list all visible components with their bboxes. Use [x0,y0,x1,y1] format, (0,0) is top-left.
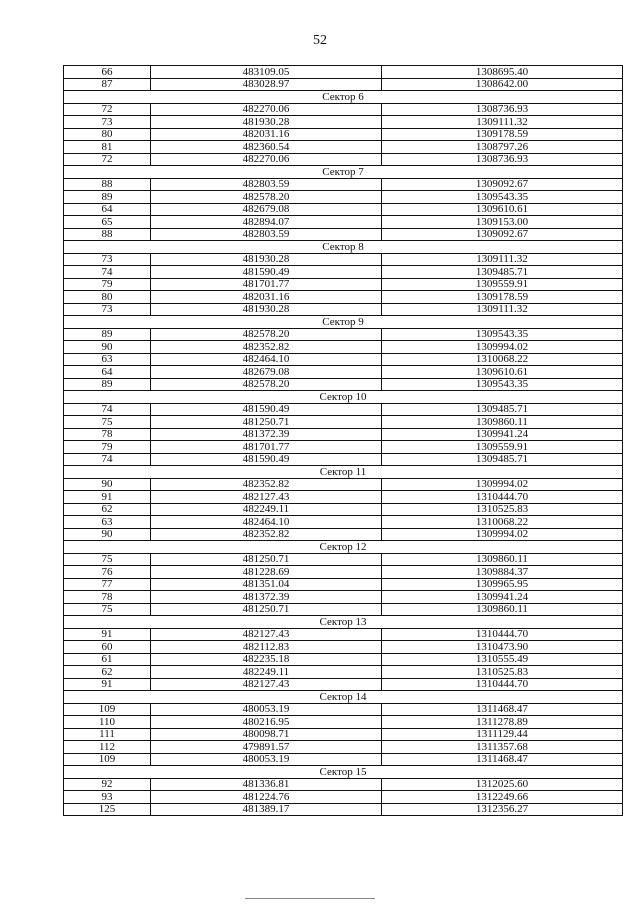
point-number-cell: 66 [64,66,151,79]
point-number-cell: 90 [64,528,151,541]
x-coordinate-cell: 481389.17 [151,803,382,816]
x-coordinate-cell: 482578.20 [151,328,382,341]
y-coordinate-cell: 1309610.61 [382,203,623,216]
table-row [64,453,623,466]
point-number-cell: 80 [64,128,151,141]
table-row [64,191,623,204]
page-number: 52 [313,33,327,48]
table-row [64,178,623,191]
point-number-cell: 88 [64,228,151,241]
y-coordinate-cell: 1308736.93 [382,103,623,116]
sector-header-row [64,691,623,704]
table-row [64,503,623,516]
x-coordinate-cell: 481590.49 [151,403,382,416]
y-coordinate-cell: 1309178.59 [382,291,623,304]
table-row [64,128,623,141]
x-coordinate-cell: 482235.18 [151,653,382,666]
point-number-cell: 89 [64,378,151,391]
point-number-cell: 75 [64,416,151,429]
point-number-cell: 89 [64,191,151,204]
table-row [64,253,623,266]
y-coordinate-cell: 1309860.11 [382,553,623,566]
point-number-cell: 93 [64,791,151,804]
y-coordinate-cell: 1309941.24 [382,591,623,604]
point-number-cell: 112 [64,741,151,754]
table-row [64,566,623,579]
x-coordinate-cell: 481590.49 [151,453,382,466]
x-coordinate-cell: 481336.81 [151,778,382,791]
y-coordinate-cell: 1308736.93 [382,153,623,166]
x-coordinate-cell: 482679.08 [151,203,382,216]
point-number-cell: 90 [64,341,151,354]
table-row [64,803,623,816]
table-row [64,678,623,691]
point-number-cell: 60 [64,641,151,654]
table-row [64,141,623,154]
x-coordinate-cell: 481372.39 [151,591,382,604]
y-coordinate-cell: 1310555.49 [382,653,623,666]
point-number-cell: 111 [64,728,151,741]
y-coordinate-cell: 1309610.61 [382,366,623,379]
sector-header-row [64,391,623,404]
y-coordinate-cell: 1309965.95 [382,578,623,591]
table-row [64,266,623,279]
y-coordinate-cell: 1310525.83 [382,503,623,516]
point-number-cell: 110 [64,716,151,729]
point-number-cell: 80 [64,291,151,304]
x-coordinate-cell: 482249.11 [151,666,382,679]
point-number-cell: 109 [64,703,151,716]
sector-title: Сектор 8 [64,241,623,254]
point-number-cell: 65 [64,216,151,229]
coordinates-table-body [64,66,623,816]
point-number-cell: 81 [64,141,151,154]
point-number-cell: 78 [64,591,151,604]
table-row [64,791,623,804]
sector-title: Сектор 12 [64,541,623,554]
point-number-cell: 79 [64,441,151,454]
x-coordinate-cell: 481930.28 [151,253,382,266]
x-coordinate-cell: 481250.71 [151,416,382,429]
point-number-cell: 75 [64,603,151,616]
table-row [64,66,623,79]
table-row [64,416,623,429]
y-coordinate-cell: 1311468.47 [382,703,623,716]
point-number-cell: 91 [64,678,151,691]
table-row [64,653,623,666]
x-coordinate-cell: 482578.20 [151,378,382,391]
point-number-cell: 73 [64,303,151,316]
table-row [64,403,623,416]
point-number-cell: 64 [64,203,151,216]
point-number-cell: 79 [64,278,151,291]
table-row [64,116,623,129]
point-number-cell: 92 [64,778,151,791]
point-number-cell: 73 [64,253,151,266]
x-coordinate-cell: 480098.71 [151,728,382,741]
y-coordinate-cell: 1312249.66 [382,791,623,804]
table-row [64,78,623,91]
x-coordinate-cell: 482464.10 [151,516,382,529]
x-coordinate-cell: 482031.16 [151,128,382,141]
point-number-cell: 77 [64,578,151,591]
table-row [64,753,623,766]
y-coordinate-cell: 1309178.59 [382,128,623,141]
x-coordinate-cell: 482127.43 [151,678,382,691]
x-coordinate-cell: 480053.19 [151,703,382,716]
y-coordinate-cell: 1309543.35 [382,328,623,341]
table-row [64,278,623,291]
point-number-cell: 64 [64,366,151,379]
x-coordinate-cell: 481250.71 [151,603,382,616]
x-coordinate-cell: 481930.28 [151,303,382,316]
x-coordinate-cell: 482679.08 [151,366,382,379]
y-coordinate-cell: 1309153.00 [382,216,623,229]
table-row [64,428,623,441]
table-row [64,328,623,341]
point-number-cell: 88 [64,178,151,191]
point-number-cell: 125 [64,803,151,816]
table-row [64,666,623,679]
x-coordinate-cell: 482352.82 [151,478,382,491]
sector-header-row [64,241,623,254]
point-number-cell: 72 [64,153,151,166]
y-coordinate-cell: 1309092.67 [382,228,623,241]
y-coordinate-cell: 1312356.27 [382,803,623,816]
sector-title: Сектор 6 [64,91,623,104]
y-coordinate-cell: 1310444.70 [382,678,623,691]
table-row [64,741,623,754]
x-coordinate-cell: 482127.43 [151,628,382,641]
x-coordinate-cell: 482270.06 [151,103,382,116]
point-number-cell: 72 [64,103,151,116]
point-number-cell: 73 [64,116,151,129]
sector-title: Сектор 11 [64,466,623,479]
point-number-cell: 63 [64,353,151,366]
table-row [64,528,623,541]
point-number-cell: 78 [64,428,151,441]
x-coordinate-cell: 482352.82 [151,341,382,354]
y-coordinate-cell: 1311468.47 [382,753,623,766]
y-coordinate-cell: 1309860.11 [382,416,623,429]
y-coordinate-cell: 1309485.71 [382,453,623,466]
x-coordinate-cell: 482803.59 [151,178,382,191]
y-coordinate-cell: 1309559.91 [382,441,623,454]
x-coordinate-cell: 483109.05 [151,66,382,79]
table-row [64,478,623,491]
point-number-cell: 63 [64,516,151,529]
point-number-cell: 75 [64,553,151,566]
x-coordinate-cell: 482803.59 [151,228,382,241]
point-number-cell: 62 [64,666,151,679]
y-coordinate-cell: 1309111.32 [382,303,623,316]
point-number-cell: 62 [64,503,151,516]
table-row [64,341,623,354]
y-coordinate-cell: 1310444.70 [382,628,623,641]
x-coordinate-cell: 481701.77 [151,441,382,454]
point-number-cell: 74 [64,403,151,416]
x-coordinate-cell: 481701.77 [151,278,382,291]
sector-header-row [64,166,623,179]
y-coordinate-cell: 1312025.60 [382,778,623,791]
point-number-cell: 109 [64,753,151,766]
table-row [64,216,623,229]
sector-header-row [64,466,623,479]
table-row [64,553,623,566]
table-row [64,228,623,241]
x-coordinate-cell: 480053.19 [151,753,382,766]
x-coordinate-cell: 481228.69 [151,566,382,579]
table-row [64,378,623,391]
table-row [64,203,623,216]
x-coordinate-cell: 482464.10 [151,353,382,366]
sector-title: Сектор 7 [64,166,623,179]
y-coordinate-cell: 1311278.89 [382,716,623,729]
table-row [64,353,623,366]
y-coordinate-cell: 1311357.68 [382,741,623,754]
sector-title: Сектор 14 [64,691,623,704]
table-row [64,603,623,616]
y-coordinate-cell: 1311129.44 [382,728,623,741]
table-row [64,778,623,791]
sector-header-row [64,616,623,629]
point-number-cell: 89 [64,328,151,341]
y-coordinate-cell: 1309485.71 [382,266,623,279]
x-coordinate-cell: 482578.20 [151,191,382,204]
point-number-cell: 91 [64,628,151,641]
point-number-cell: 61 [64,653,151,666]
x-coordinate-cell: 481224.76 [151,791,382,804]
table-row [64,153,623,166]
x-coordinate-cell: 480216.95 [151,716,382,729]
table-row [64,103,623,116]
y-coordinate-cell: 1309111.32 [382,116,623,129]
table-row [64,491,623,504]
y-coordinate-cell: 1309485.71 [382,403,623,416]
y-coordinate-cell: 1310068.22 [382,353,623,366]
sector-title: Сектор 9 [64,316,623,329]
y-coordinate-cell: 1309111.32 [382,253,623,266]
sector-header-row [64,766,623,779]
point-number-cell: 90 [64,478,151,491]
y-coordinate-cell: 1309543.35 [382,191,623,204]
x-coordinate-cell: 482112.83 [151,641,382,654]
x-coordinate-cell: 481250.71 [151,553,382,566]
x-coordinate-cell: 482270.06 [151,153,382,166]
table-row [64,303,623,316]
table-row [64,641,623,654]
y-coordinate-cell: 1309559.91 [382,278,623,291]
y-coordinate-cell: 1309994.02 [382,528,623,541]
table-row [64,516,623,529]
y-coordinate-cell: 1309994.02 [382,478,623,491]
x-coordinate-cell: 481372.39 [151,428,382,441]
x-coordinate-cell: 483028.97 [151,78,382,91]
table-row [64,578,623,591]
sector-title: Сектор 15 [64,766,623,779]
scan-edge-line [245,898,375,899]
table-row [64,703,623,716]
table-row [64,441,623,454]
point-number-cell: 74 [64,453,151,466]
x-coordinate-cell: 479891.57 [151,741,382,754]
y-coordinate-cell: 1310444.70 [382,491,623,504]
table-row [64,366,623,379]
sector-header-row [64,316,623,329]
y-coordinate-cell: 1310525.83 [382,666,623,679]
sector-title: Сектор 10 [64,391,623,404]
point-number-cell: 76 [64,566,151,579]
x-coordinate-cell: 481351.04 [151,578,382,591]
y-coordinate-cell: 1308797.26 [382,141,623,154]
table-row [64,728,623,741]
x-coordinate-cell: 481930.28 [151,116,382,129]
sector-title: Сектор 13 [64,616,623,629]
x-coordinate-cell: 481590.49 [151,266,382,279]
y-coordinate-cell: 1310473.90 [382,641,623,654]
point-number-cell: 74 [64,266,151,279]
x-coordinate-cell: 482352.82 [151,528,382,541]
table-row [64,628,623,641]
y-coordinate-cell: 1309092.67 [382,178,623,191]
sector-header-row [64,91,623,104]
table-row [64,591,623,604]
x-coordinate-cell: 482127.43 [151,491,382,504]
y-coordinate-cell: 1309994.02 [382,341,623,354]
x-coordinate-cell: 482894.07 [151,216,382,229]
x-coordinate-cell: 482360.54 [151,141,382,154]
x-coordinate-cell: 482031.16 [151,291,382,304]
y-coordinate-cell: 1309860.11 [382,603,623,616]
y-coordinate-cell: 1308642.00 [382,78,623,91]
coordinates-table [63,65,623,816]
y-coordinate-cell: 1309884.37 [382,566,623,579]
table-row [64,291,623,304]
point-number-cell: 87 [64,78,151,91]
y-coordinate-cell: 1309543.35 [382,378,623,391]
sector-header-row [64,541,623,554]
point-number-cell: 91 [64,491,151,504]
y-coordinate-cell: 1310068.22 [382,516,623,529]
x-coordinate-cell: 482249.11 [151,503,382,516]
y-coordinate-cell: 1308695.40 [382,66,623,79]
y-coordinate-cell: 1309941.24 [382,428,623,441]
table-row [64,716,623,729]
